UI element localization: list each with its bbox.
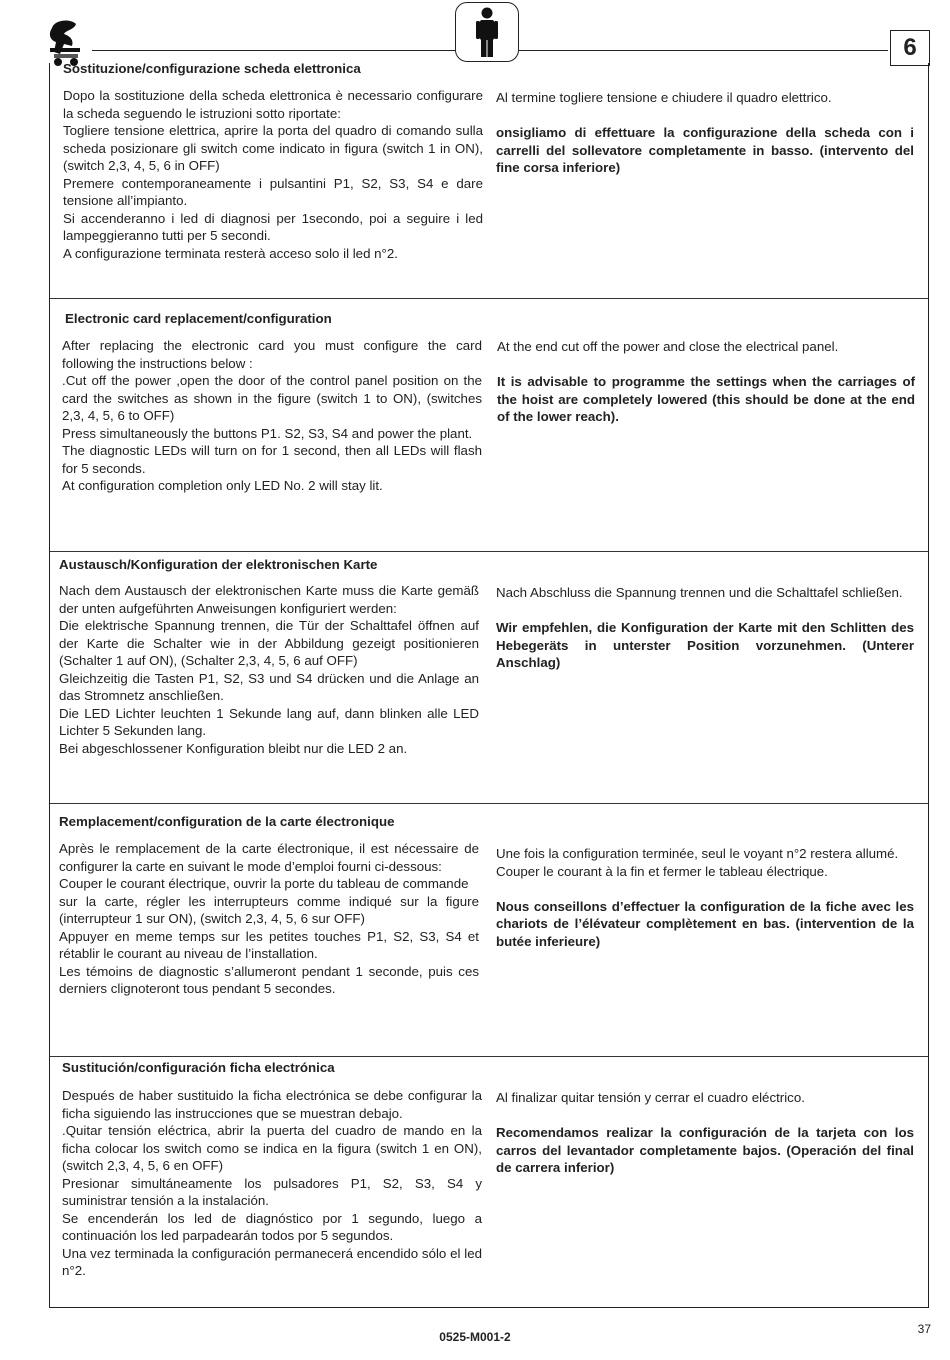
paragraph: Una vez terminada la configuración permanecerá encendido sólo el led n°2. (62, 1245, 482, 1278)
paragraph: Die elektrische Spannung trennen, die Tür der Schalttafel öffnen auf der Karte die Schalter wie in der Abbildung gezeigt positionieren (Schalter 1 auf ON), (Schalter 2,3, 4, 5, 6 auf OFF) (59, 618, 479, 668)
section-de-left-column (59, 582, 479, 757)
section-title-es: Sustitución/configuración ficha electrónica (62, 1060, 335, 1075)
paragraph: The diagnostic LEDs will turn on for 1 second, then all LEDs will flash for 5 seconds. (62, 443, 482, 476)
paragraph: Die LED Lichter leuchten 1 Sekunde lang auf, dann blinken alle LED Lichter 5 Sekunden lang. (59, 705, 479, 738)
paragraph: sur la carte, régler les interrupteurs comme indiqué sur la figure (interrupteur 1 sur ON), (switch 2,3, 4, 5, 6 sur OFF) (59, 893, 479, 926)
paragraph: Presionar simultáneamente los pulsadores P1, S2, S3, S4 y suministrar tensión a la instalación. (62, 1175, 482, 1208)
section-title-de: Austausch/Konfiguration der elektronischen Karte (59, 557, 378, 572)
paragraph: .Cut off the power ,open the door of the control panel position on the card the switches as shown in the figure (switch 1 to ON), (switches 2,3, 4, 5, 6 to OFF) (62, 373, 482, 423)
paragraph: At the end cut off the power and close the electrical panel. (497, 339, 839, 354)
paragraph: Nach Abschluss die Spannung trennen und die Schalttafel schließen. (496, 585, 903, 600)
paragraph: Premere contemporaneamente i pulsantini P1, S2, S3, S4 e dare tensione all’impianto. (63, 175, 483, 208)
paragraph: A configurazione terminata resterà acceso solo il led n°2. (63, 245, 398, 261)
section-divider (50, 1056, 928, 1057)
brand-logo-icon (44, 18, 86, 66)
paragraph: Press simultaneously the buttons P1. S2, S3, S4 and power the plant. (62, 425, 473, 441)
paragraph: Les témoins de diagnostic s’allumeront pendant 1 seconde, puis ces derniers clignoteront tous pendant 5 secondes. (59, 963, 479, 996)
section-fr-right-column (496, 845, 914, 950)
paragraph: Appuyer en meme temps sur les petites touches P1, S2, S3, S4 et rétablir le courant au niveau de l’installation. (59, 928, 479, 961)
recommendation-note: Nous conseillons d’effectuer la configuration de la fiche avec les chariots de l’élévateur complètement en bas. (intervention de la butée inferieure) (496, 898, 914, 949)
paragraph: Après le remplacement de la carte électronique, il est nécessaire de configurer la carte en suivant le mode d’emploi fourni ci-dessous: (59, 841, 479, 874)
section-fr-left-column (59, 840, 479, 998)
paragraph: Couper le courant électrique, ouvrir la porte du tableau de commande (59, 876, 469, 891)
section-divider (50, 803, 928, 804)
section-en-right-column (497, 338, 915, 426)
recommendation-note: Recomendamos realizar la configuración de la tarjeta con los carros del levantador completamente bajos. (Operación del final de carrera inferior) (496, 1125, 914, 1175)
section-it-right-column (496, 89, 914, 177)
section-title-en: Electronic card replacement/configuration (65, 311, 332, 326)
recommendation-note: onsigliamo di effettuare la configurazione della scheda con i carrelli del sollevatore completamente in basso. (intervento del fine corsa inferiore) (496, 125, 914, 175)
page-number: 37 (917, 1322, 931, 1336)
section-title-fr: Remplacement/configuration de la carte électronique (59, 814, 395, 829)
paragraph: Une fois la configuration terminée, seul le voyant n°2 restera allumé. Couper le courant à la fin et fermer le tableau électrique. (496, 846, 899, 879)
section-divider (50, 551, 928, 552)
paragraph: Al termine togliere tensione e chiudere il quadro elettrico. (496, 90, 832, 105)
paragraph: Nach dem Austausch der elektronischen Karte muss die Karte gemäß der unten aufgeführten Anweisungen konfiguriert werden: (59, 583, 479, 616)
paragraph: .Quitar tensión eléctrica, abrir la puerta del cuadro de mando en la ficha colocar los switch como se indica en la figura (switch 1 en ON), (switch 2,3, 4, 5, 6 en OFF) (62, 1123, 482, 1173)
section-divider (50, 298, 928, 299)
recommendation-note: Wir empfehlen, die Konfiguration der Karte mit den Schlitten des Hebegeräts in unterster Position vorzunehmen. (Unterer Anschlag) (496, 620, 914, 670)
paragraph: At configuration completion only LED No. 2 will stay lit. (62, 478, 383, 493)
section-es-right-column (496, 1089, 914, 1177)
section-de-right-column (496, 584, 914, 672)
paragraph: Gleichzeitig die Tasten P1, S2, S3 und S4 drücken und die Anlage an das Stromnetz anschließen. (59, 670, 479, 703)
chapter-badge: 6 (890, 30, 930, 66)
paragraph: Bei abgeschlossener Konfiguration bleibt nur die LED 2 an. (59, 740, 408, 756)
section-en-left-column (62, 337, 482, 495)
content-frame (49, 63, 929, 1308)
paragraph: Dopo la sostituzione della scheda elettronica è necessario configurare la scheda seguendo le istruzioni sotto riportate: (63, 88, 483, 121)
operator-pictogram (455, 2, 519, 62)
paragraph: Después de haber sustituido la ficha electrónica se debe configurar la ficha siguiendo las instrucciones que se muestran debajo. (62, 1088, 482, 1121)
paragraph: Se encenderán los led de diagnóstico por 1 segundo, luego a continuación los led parpadearán todos por 5 segundos. (62, 1210, 482, 1243)
section-title-it: Sostituzione/configurazione scheda elettronica (63, 61, 361, 76)
section-es-left-column (62, 1087, 482, 1280)
paragraph: Si accenderanno i led di diagnosi per 1secondo, poi a seguire i led lampeggieranno tutti per 5 secondi. (63, 210, 483, 243)
section-it-left-column (63, 87, 483, 262)
person-icon (456, 3, 518, 61)
paragraph: Al finalizar quitar tensión y cerrar el cuadro eléctrico. (496, 1090, 805, 1105)
paragraph: After replacing the electronic card you must configure the card following the instructions below : (62, 338, 482, 371)
recommendation-note: It is advisable to programme the settings when the carriages of the hoist are completely lowered (this should be done at the end of the lower reach). (497, 374, 915, 424)
document-code: 0525-M001-2 (439, 1330, 511, 1344)
paragraph: Togliere tensione elettrica, aprire la porta del quadro di comando sulla scheda posizionare gli switch come indicato in figura (switch 1 in ON), (switch 2,3, 4, 5, 6 in OFF) (63, 123, 483, 173)
